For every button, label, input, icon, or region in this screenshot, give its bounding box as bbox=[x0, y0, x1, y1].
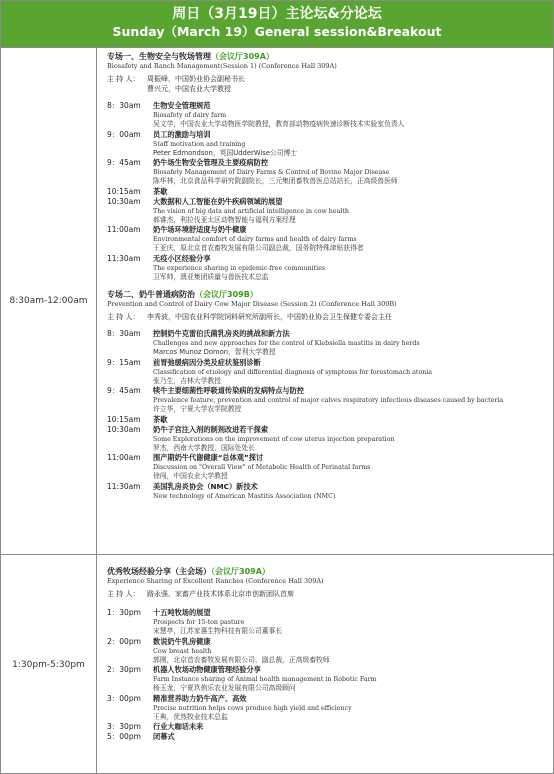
afternoon-row bbox=[1, 554, 553, 774]
agenda-item bbox=[107, 425, 547, 454]
session-2-hosts bbox=[107, 312, 547, 322]
agenda-item-topic-en: Farm Instance sharing of Animal health management in Robotic Farm bbox=[153, 676, 377, 683]
agenda-item bbox=[107, 415, 547, 425]
header-title-zh: 周日（3月19日）主论坛&分论坛 bbox=[172, 6, 382, 22]
session-1-hosts bbox=[107, 74, 547, 94]
agenda-item-time: 9：45am bbox=[107, 386, 141, 395]
session-2 bbox=[107, 290, 547, 501]
agenda-item-body bbox=[153, 694, 547, 723]
session-2-title bbox=[107, 290, 547, 300]
agenda-item-speaker: 王亚庆，原北京首农畜牧发展有限公司副总裁，国务院特殊津贴获得者 bbox=[153, 244, 364, 252]
agenda-item-topic: 前胃弛缓病因分类及症状鉴别诊断 bbox=[153, 357, 261, 367]
agenda-item-topic: 奶牛场环境舒适度与奶牛健康 bbox=[153, 225, 247, 234]
header-title-en: Sunday（March 19）General session&Breakout bbox=[112, 24, 442, 39]
agenda-item bbox=[107, 386, 547, 415]
agenda-item bbox=[107, 187, 547, 197]
agenda-item-body bbox=[153, 608, 547, 637]
agenda-item-speaker: 陈华林，北京食品科学研究院副院长，三元集团畜牧兽医总站站长，正高级兽医师 bbox=[153, 177, 398, 185]
agenda-item bbox=[107, 197, 547, 226]
agenda-item bbox=[107, 158, 547, 187]
agenda-item-speaker: 罗杰，西南大学教授，国际处处长 bbox=[153, 443, 255, 452]
agenda-item-time: 10:15am bbox=[107, 414, 141, 424]
host-name: 李秀波，中国农业科学院饲料研究所副所长，中国奶业协会卫生保健专委会主任 bbox=[147, 313, 392, 321]
session-3 bbox=[107, 567, 547, 742]
morning-row bbox=[1, 47, 553, 554]
session-2-items bbox=[107, 329, 547, 501]
agenda-item-body bbox=[153, 453, 547, 482]
agenda-item-topic: 闭幕式 bbox=[153, 732, 175, 741]
agenda-item-body bbox=[153, 425, 547, 454]
agenda-item-topic: 数说奶牛乳房健康 bbox=[153, 636, 211, 646]
agenda-item-topic-en: Prevalence feature, prevention and control of major calves respiratory infectious diseases caused by bacteria bbox=[153, 397, 504, 404]
host-name: 曹兴元，中国农业大学教授 bbox=[147, 85, 231, 93]
agenda-item-topic: 美国乳房炎协会（NMC）新技术 bbox=[153, 481, 258, 491]
agenda-item-topic: 行业大咖话未来 bbox=[153, 722, 204, 731]
agenda-item-topic-en: Biosafety Management of Dairy Farms & Control of Bovine Major Disease bbox=[153, 169, 390, 176]
agenda-item-speaker: 宋慧亭，江苏家惠生物科技有限公司董事长 bbox=[153, 627, 283, 635]
agenda-item bbox=[107, 722, 547, 732]
morning-time-cell: 8:30am-12:00am bbox=[1, 48, 97, 554]
host-label: 主 持 人： bbox=[107, 590, 140, 598]
host-label: 主 持 人： bbox=[107, 75, 140, 83]
agenda-item-time: 3：00pm bbox=[107, 693, 141, 703]
agenda-item-topic: 机器人牧场动物健康管理经验分享 bbox=[153, 665, 261, 674]
agenda-item bbox=[107, 482, 547, 501]
agenda-item-body bbox=[153, 130, 547, 159]
morning-sessions bbox=[97, 48, 553, 554]
agenda-item-topic-en: Staff motivation and training bbox=[153, 140, 246, 148]
agenda-item bbox=[107, 608, 547, 637]
agenda-item-topic-en: The vision of big data and artificial intelligence in cow health bbox=[153, 207, 349, 215]
agenda-item-time: 9：15am bbox=[107, 357, 141, 367]
session-2-title-zh: 专场二、奶牛普通病防治 bbox=[107, 290, 195, 299]
agenda-item-topic-en: Prospects for 15-ton pasture bbox=[153, 619, 245, 626]
agenda-item-time: 10:15am bbox=[107, 186, 141, 196]
agenda-item-topic-en: Biosafety of dairy farm bbox=[153, 112, 227, 119]
agenda-header bbox=[1, 1, 553, 47]
agenda-item-body bbox=[153, 732, 547, 742]
agenda-item-speaker: Marcos Munoz Domon，智利大学教授 bbox=[153, 348, 276, 356]
session-3-title-en: Experience Sharing of Excellent Ranches (Conference Hall 309A) bbox=[107, 577, 324, 585]
host-label: 主 持 人： bbox=[107, 313, 140, 321]
session-3-hosts bbox=[107, 589, 547, 599]
session-3-title-zh: 优秀牧场经验分享（主会场） bbox=[107, 567, 211, 576]
agenda-item-time: 3：30pm bbox=[107, 722, 141, 731]
agenda-item-speaker: 郝睿杰，利拉伐亚太区动物智能与福利方案经理 bbox=[153, 215, 296, 224]
agenda-item-body bbox=[153, 637, 547, 666]
agenda-item-speaker: 张乃生，吉林大学教授 bbox=[153, 376, 221, 385]
agenda-item-body bbox=[153, 722, 547, 732]
agenda-item-time: 1：30pm bbox=[107, 608, 141, 617]
session-2-hall: （会议厅309B） bbox=[195, 290, 258, 299]
session-3-hall: （会议厅309A） bbox=[211, 567, 270, 576]
agenda-item bbox=[107, 665, 547, 694]
agenda-item-topic-en: Classification of etiology and differential diagnosis of symptoms for forestomach atonia bbox=[153, 368, 433, 376]
agenda-item-topic-en: Cow breast health bbox=[153, 647, 212, 655]
agenda-item bbox=[107, 101, 547, 130]
agenda-item-body bbox=[153, 225, 547, 254]
agenda-item-topic-en: Precise nutrition helps cows produce high yield and efficiency bbox=[153, 704, 352, 712]
agenda-item-topic: 十五吨牧场的展望 bbox=[153, 608, 211, 617]
agenda-item-body bbox=[153, 415, 547, 425]
agenda-item-time: 2：00pm bbox=[107, 636, 141, 646]
agenda-item-speaker: 吴文学，中国农业大学动物医学院教授，教育部动物疫病快速诊断技术实验室负责人 bbox=[153, 120, 405, 128]
agenda-item-speaker: Peter Edmondson，英国UdderWise公司博士 bbox=[153, 148, 298, 157]
agenda-item-time: 5：00pm bbox=[107, 732, 141, 741]
agenda-item bbox=[107, 254, 547, 283]
agenda-item-time: 8：30am bbox=[107, 101, 141, 110]
agenda-item-time: 11:00am bbox=[107, 225, 141, 234]
agenda-item-body bbox=[153, 197, 547, 226]
host-name: 路永强，家畜产业技术体系北京市创新团队首席 bbox=[147, 590, 294, 598]
agenda-item-body bbox=[153, 254, 547, 283]
agenda-item-speaker: 王典，优然牧业技术总监 bbox=[153, 712, 228, 721]
agenda-item-topic: 茶歇 bbox=[153, 186, 168, 196]
agenda-item bbox=[107, 453, 547, 482]
agenda-item-body bbox=[153, 386, 547, 415]
agenda-item bbox=[107, 358, 547, 387]
agenda-item-topic-en: Environmental comfort of dairy farms and health of dairy farms bbox=[153, 236, 357, 243]
agenda-item-speaker: 郭刚，北京首农畜牧发展有限公司，副总裁，正高级畜牧师 bbox=[153, 655, 330, 664]
agenda-item-topic: 员工的激励与培训 bbox=[153, 129, 211, 139]
agenda-item-topic-en: New technology of American Mastitis Association (NMC) bbox=[153, 492, 336, 500]
session-2-title-en: Prevention and Control of Dairy Cow Major Disease (Session 2) (Conference Hall 309B) bbox=[107, 300, 397, 308]
agenda-item-speaker: 徐闯，中国农业大学教授 bbox=[153, 472, 228, 480]
agenda-item-topic: 生物安全管理规范 bbox=[153, 101, 211, 110]
agenda-item-topic: 茶歇 bbox=[153, 414, 168, 424]
agenda-item-body bbox=[153, 158, 547, 187]
agenda-item-topic: 精准营养助力奶牛高产、高效 bbox=[153, 693, 247, 703]
agenda-item-topic-en: Some Explorations on the improvement of cow uterus injection preparation bbox=[153, 435, 395, 443]
session-1-title-en: Biosafety and Ranch Management(Session 1) (Conference Hall 309A) bbox=[107, 62, 337, 70]
agenda-item-body bbox=[153, 101, 547, 130]
agenda-item-topic: 无疫小区经验分享 bbox=[153, 253, 211, 263]
afternoon-sessions bbox=[97, 555, 553, 774]
agenda-item-topic: 奶牛场生物安全管理及主要疫病防控 bbox=[153, 158, 269, 167]
agenda-item bbox=[107, 225, 547, 254]
agenda-item-time: 10:30am bbox=[107, 424, 141, 434]
session-3-title bbox=[107, 567, 547, 577]
agenda-item-topic: 奶牛子宫注入剂的制剂改进若干探索 bbox=[153, 424, 269, 434]
agenda-item-time: 10:30am bbox=[107, 196, 141, 206]
session-1-items bbox=[107, 101, 547, 282]
agenda-item-body bbox=[153, 329, 547, 358]
agenda-item bbox=[107, 637, 547, 666]
agenda-item bbox=[107, 329, 547, 358]
agenda-item-time: 9：00am bbox=[107, 129, 141, 139]
session-1-title bbox=[107, 52, 547, 62]
agenda-item-speaker: 杨玉龙，宁夏玖侑乐农业发展有限公司高级顾问 bbox=[153, 684, 296, 692]
afternoon-time-cell: 1:30pm-5:30pm bbox=[1, 555, 97, 774]
agenda-item-time: 11:00am bbox=[107, 453, 141, 462]
session-3-items bbox=[107, 608, 547, 742]
agenda-item-topic: 围产期奶牛代谢健康“总体观”探讨 bbox=[153, 453, 264, 462]
agenda-item-topic: 犊牛主要细菌性呼吸道传染病的发病特点与防控 bbox=[153, 386, 304, 395]
agenda-item-speaker: 卫军帅，澳亚集团质量与兽医技术总监 bbox=[153, 272, 269, 281]
session-1 bbox=[107, 52, 547, 282]
agenda-item-time: 8：30am bbox=[107, 329, 141, 338]
agenda-item-body bbox=[153, 358, 547, 387]
session-1-title-zh: 专场一、生物安全与牧场管理 bbox=[107, 52, 211, 61]
session-1-hall: （会议厅309A） bbox=[211, 52, 274, 61]
agenda-item bbox=[107, 130, 547, 159]
host-name: 周振峰，中国奶业协会副秘书长 bbox=[147, 75, 245, 83]
agenda-item-time: 2：30pm bbox=[107, 665, 141, 674]
agenda-item-time: 11:30am bbox=[107, 253, 141, 263]
agenda-item-topic-en: Challenges and new approaches for the control of Klebsiella mastitis in dairy herds bbox=[153, 340, 420, 347]
agenda-item bbox=[107, 694, 547, 723]
agenda-item-body bbox=[153, 665, 547, 694]
agenda-item-topic: 大数据和人工智能在奶牛疾病领域的展望 bbox=[153, 196, 283, 206]
agenda-item-topic-en: Discussion on "Overall View" of Metabolic Health of Perinatal farms bbox=[153, 464, 371, 471]
agenda-item-body bbox=[153, 187, 547, 197]
agenda-item-speaker: 许立华，宁夏大学农学院教授 bbox=[153, 405, 242, 413]
agenda-item-topic-en: The experience sharing in epidemic-free communities bbox=[153, 264, 326, 272]
agenda-item-time: 11:30am bbox=[107, 481, 141, 491]
agenda-item-time: 9：45am bbox=[107, 158, 141, 167]
agenda-item-body bbox=[153, 482, 547, 501]
agenda-item bbox=[107, 732, 547, 742]
agenda-item-topic: 控制奶牛克雷伯氏菌乳房炎的挑战和新方法 bbox=[153, 329, 290, 338]
